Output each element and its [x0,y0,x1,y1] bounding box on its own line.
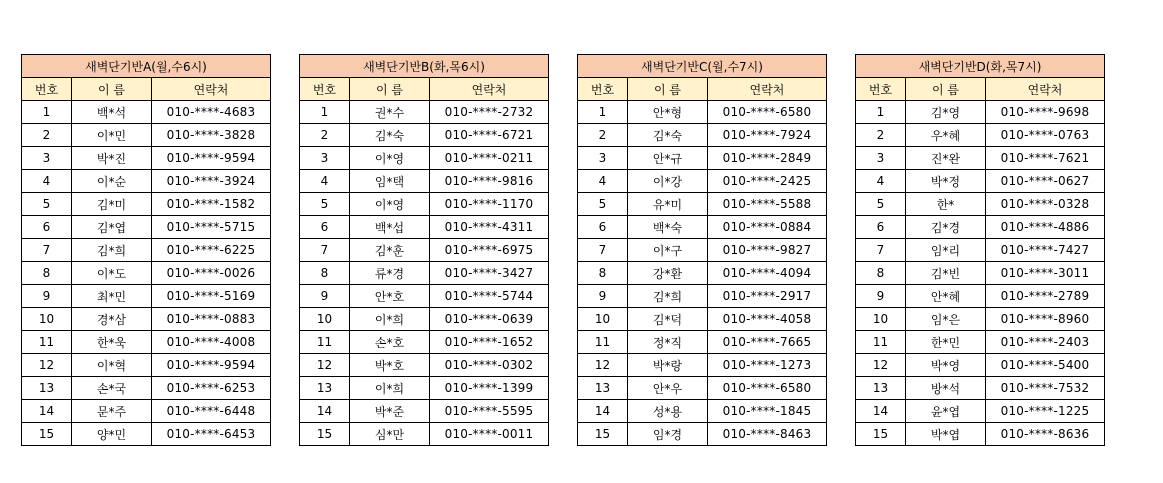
table-row [856,124,1105,147]
phone-cell[interactable]: 010-****-6448 [152,400,271,423]
table-row [22,331,271,354]
table-row [856,239,1105,262]
phone-cell[interactable]: 010-****-5715 [152,216,271,239]
table-row [856,400,1105,423]
name-cell[interactable]: 진*완 [906,147,986,170]
row-number-cell[interactable]: 5 [22,193,72,216]
table-row [856,262,1105,285]
row-number-cell[interactable]: 1 [856,101,906,124]
table-row [856,170,1105,193]
roster-table [577,54,827,446]
phone-cell[interactable]: 010-****-4058 [708,308,827,331]
row-number-cell[interactable]: 15 [856,423,906,446]
row-number-cell[interactable]: 3 [300,147,350,170]
name-cell[interactable]: 양*민 [72,423,152,446]
name-cell[interactable]: 백*섭 [350,216,430,239]
name-cell[interactable]: 정*직 [628,331,708,354]
phone-cell[interactable]: 010-****-1273 [708,354,827,377]
row-number-cell[interactable]: 5 [856,193,906,216]
phone-cell[interactable]: 010-****-2425 [708,170,827,193]
column-header-phone[interactable]: 연락처 [708,78,827,101]
table-row [22,262,271,285]
name-cell[interactable]: 김*영 [906,101,986,124]
row-number-cell[interactable]: 1 [578,101,628,124]
name-cell[interactable]: 경*삼 [72,308,152,331]
table-row [856,354,1105,377]
row-number-cell[interactable]: 12 [856,354,906,377]
phone-cell[interactable]: 010-****-5400 [986,354,1105,377]
phone-cell[interactable]: 010-****-8960 [986,308,1105,331]
phone-cell[interactable]: 010-****-0211 [430,147,549,170]
row-number-cell[interactable]: 5 [578,193,628,216]
row-number-cell[interactable]: 11 [22,331,72,354]
name-cell[interactable]: 임*리 [906,239,986,262]
table-row [578,147,827,170]
column-header-phone[interactable]: 연락처 [986,78,1105,101]
name-cell[interactable]: 한*욱 [72,331,152,354]
table-row [300,170,549,193]
phone-cell[interactable]: 010-****-2789 [986,285,1105,308]
phone-cell[interactable]: 010-****-8463 [708,423,827,446]
name-cell[interactable]: 권*수 [350,101,430,124]
name-cell[interactable]: 임*택 [350,170,430,193]
table-row [300,331,549,354]
row-number-cell[interactable]: 6 [578,216,628,239]
table-row [856,377,1105,400]
name-cell[interactable]: 박*준 [350,400,430,423]
table-row [300,147,549,170]
row-number-cell[interactable]: 3 [22,147,72,170]
phone-cell[interactable]: 010-****-1652 [430,331,549,354]
table-title[interactable]: 새벽단기반D(화,목7시) [856,55,1105,78]
column-header-number[interactable]: 번호 [22,78,72,101]
phone-cell[interactable]: 010-****-1170 [430,193,549,216]
row-number-cell[interactable]: 13 [300,377,350,400]
phone-cell[interactable]: 010-****-7665 [708,331,827,354]
name-cell[interactable]: 이*희 [350,308,430,331]
table-row [300,262,549,285]
row-number-cell[interactable]: 9 [578,285,628,308]
name-cell[interactable]: 임*경 [628,423,708,446]
table-row [22,193,271,216]
row-number-cell[interactable]: 13 [856,377,906,400]
table-row [22,400,271,423]
table-row [300,101,549,124]
table-row [578,308,827,331]
name-cell[interactable]: 김*훈 [350,239,430,262]
table-row [22,101,271,124]
table-row [578,193,827,216]
row-number-cell[interactable]: 7 [856,239,906,262]
phone-cell[interactable]: 010-****-4683 [152,101,271,124]
row-number-cell[interactable]: 2 [578,124,628,147]
row-number-cell[interactable]: 4 [856,170,906,193]
table-row [578,423,827,446]
phone-cell[interactable]: 010-****-0302 [430,354,549,377]
name-cell[interactable]: 백*숙 [628,216,708,239]
name-cell[interactable]: 박*진 [72,147,152,170]
name-cell[interactable]: 안*혜 [906,285,986,308]
table-title[interactable]: 새벽단기반C(월,수7시) [578,55,827,78]
table-row [578,170,827,193]
name-cell[interactable]: 우*혜 [906,124,986,147]
name-cell[interactable]: 김*숙 [628,124,708,147]
name-cell[interactable]: 임*은 [906,308,986,331]
column-header-name[interactable]: 이 름 [72,78,152,101]
table-title[interactable]: 새벽단기반A(월,수6시) [22,55,271,78]
name-cell[interactable]: 안*규 [628,147,708,170]
table-row [578,239,827,262]
row-number-cell[interactable]: 15 [300,423,350,446]
row-number-cell[interactable]: 5 [300,193,350,216]
name-cell[interactable]: 이*민 [72,124,152,147]
name-cell[interactable]: 박*랑 [628,354,708,377]
phone-cell[interactable]: 010-****-6225 [152,239,271,262]
phone-cell[interactable]: 010-****-1582 [152,193,271,216]
table-row [22,308,271,331]
row-number-cell[interactable]: 10 [300,308,350,331]
name-cell[interactable]: 이*혁 [72,354,152,377]
table-row [578,400,827,423]
row-number-cell[interactable]: 11 [300,331,350,354]
phone-cell[interactable]: 010-****-0763 [986,124,1105,147]
phone-cell[interactable]: 010-****-8636 [986,423,1105,446]
phone-cell[interactable]: 010-****-0639 [430,308,549,331]
column-header-phone[interactable]: 연락처 [152,78,271,101]
row-number-cell[interactable]: 10 [856,308,906,331]
row-number-cell[interactable]: 14 [578,400,628,423]
roster-table [21,54,271,446]
row-number-cell[interactable]: 2 [300,124,350,147]
name-cell[interactable]: 이*구 [628,239,708,262]
name-cell[interactable]: 심*만 [350,423,430,446]
phone-cell[interactable]: 010-****-4008 [152,331,271,354]
name-cell[interactable]: 김*빈 [906,262,986,285]
name-cell[interactable]: 이*희 [350,377,430,400]
name-cell[interactable]: 손*국 [72,377,152,400]
table-row [300,216,549,239]
table-row [22,239,271,262]
phone-cell[interactable]: 010-****-2849 [708,147,827,170]
name-cell[interactable]: 강*환 [628,262,708,285]
name-cell[interactable]: 이*순 [72,170,152,193]
phone-cell[interactable]: 010-****-4094 [708,262,827,285]
phone-cell[interactable]: 010-****-5744 [430,285,549,308]
table-row [22,377,271,400]
name-cell[interactable]: 이*강 [628,170,708,193]
name-cell[interactable]: 최*민 [72,285,152,308]
phone-cell[interactable]: 010-****-4886 [986,216,1105,239]
phone-cell[interactable]: 010-****-7621 [986,147,1105,170]
row-number-cell[interactable]: 4 [300,170,350,193]
roster-table [299,54,549,446]
table-row [578,124,827,147]
row-number-cell[interactable]: 14 [856,400,906,423]
name-cell[interactable]: 문*주 [72,400,152,423]
table-row [300,354,549,377]
phone-cell[interactable]: 010-****-7427 [986,239,1105,262]
phone-cell[interactable]: 010-****-9827 [708,239,827,262]
table-row [22,423,271,446]
table-row [300,377,549,400]
phone-cell[interactable]: 010-****-3011 [986,262,1105,285]
table-row [300,308,549,331]
phone-cell[interactable]: 010-****-0627 [986,170,1105,193]
table-row [300,239,549,262]
name-cell[interactable]: 이*영 [350,147,430,170]
table-row [22,354,271,377]
name-cell[interactable]: 류*경 [350,262,430,285]
phone-cell[interactable]: 010-****-0026 [152,262,271,285]
row-number-cell[interactable]: 15 [22,423,72,446]
row-number-cell[interactable]: 9 [22,285,72,308]
roster-table [855,54,1105,446]
name-cell[interactable]: 윤*엽 [906,400,986,423]
row-number-cell[interactable]: 8 [300,262,350,285]
column-header-number[interactable]: 번호 [856,78,906,101]
row-number-cell[interactable]: 7 [22,239,72,262]
name-cell[interactable]: 성*용 [628,400,708,423]
phone-cell[interactable]: 010-****-9594 [152,354,271,377]
name-cell[interactable]: 이*도 [72,262,152,285]
row-number-cell[interactable]: 6 [22,216,72,239]
table-row [22,170,271,193]
table-row [578,331,827,354]
name-cell[interactable]: 한* [906,193,986,216]
table-row [856,423,1105,446]
row-number-cell[interactable]: 10 [578,308,628,331]
row-number-cell[interactable]: 13 [22,377,72,400]
name-cell[interactable]: 방*석 [906,377,986,400]
row-number-cell[interactable]: 11 [856,331,906,354]
name-cell[interactable]: 안*호 [350,285,430,308]
table-row [300,124,549,147]
row-number-cell[interactable]: 7 [300,239,350,262]
row-number-cell[interactable]: 4 [22,170,72,193]
row-number-cell[interactable]: 3 [578,147,628,170]
row-number-cell[interactable]: 6 [856,216,906,239]
phone-cell[interactable]: 010-****-7532 [986,377,1105,400]
phone-cell[interactable]: 010-****-6721 [430,124,549,147]
name-cell[interactable]: 박*영 [906,354,986,377]
table-row [22,147,271,170]
name-cell[interactable]: 박*호 [350,354,430,377]
table-row [856,193,1105,216]
name-cell[interactable]: 박*정 [906,170,986,193]
phone-cell[interactable]: 010-****-3427 [430,262,549,285]
phone-cell[interactable]: 010-****-5169 [152,285,271,308]
phone-cell[interactable]: 010-****-9594 [152,147,271,170]
column-header-number[interactable]: 번호 [578,78,628,101]
table-row [578,285,827,308]
phone-cell[interactable]: 010-****-5588 [708,193,827,216]
column-header-number[interactable]: 번호 [300,78,350,101]
row-number-cell[interactable]: 8 [22,262,72,285]
row-number-cell[interactable]: 1 [300,101,350,124]
table-row [300,285,549,308]
row-number-cell[interactable]: 8 [856,262,906,285]
name-cell[interactable]: 백*석 [72,101,152,124]
phone-cell[interactable]: 010-****-6975 [430,239,549,262]
table-row [856,101,1105,124]
name-cell[interactable]: 김*희 [628,285,708,308]
table-row [22,216,271,239]
name-cell[interactable]: 박*엽 [906,423,986,446]
phone-cell[interactable]: 010-****-2917 [708,285,827,308]
phone-cell[interactable]: 010-****-0884 [708,216,827,239]
table-row [856,216,1105,239]
column-header-name[interactable]: 이 름 [350,78,430,101]
phone-cell[interactable]: 010-****-4311 [430,216,549,239]
row-number-cell[interactable]: 9 [856,285,906,308]
table-row [856,308,1105,331]
phone-cell[interactable]: 010-****-2732 [430,101,549,124]
table-row [578,354,827,377]
table-row [578,216,827,239]
table-row [300,193,549,216]
row-number-cell[interactable]: 11 [578,331,628,354]
phone-cell[interactable]: 010-****-7924 [708,124,827,147]
phone-cell[interactable]: 010-****-5595 [430,400,549,423]
phone-cell[interactable]: 010-****-6580 [708,377,827,400]
phone-cell[interactable]: 010-****-6453 [152,423,271,446]
phone-cell[interactable]: 010-****-6580 [708,101,827,124]
name-cell[interactable]: 손*호 [350,331,430,354]
name-cell[interactable]: 김*미 [72,193,152,216]
table-row [578,377,827,400]
row-number-cell[interactable]: 2 [856,124,906,147]
name-cell[interactable]: 유*미 [628,193,708,216]
phone-cell[interactable]: 010-****-0011 [430,423,549,446]
row-number-cell[interactable]: 1 [22,101,72,124]
table-row [578,262,827,285]
table-row [856,331,1105,354]
phone-cell[interactable]: 010-****-9698 [986,101,1105,124]
table-row [22,285,271,308]
row-number-cell[interactable]: 8 [578,262,628,285]
row-number-cell[interactable]: 3 [856,147,906,170]
name-cell[interactable]: 안*형 [628,101,708,124]
row-number-cell[interactable]: 6 [300,216,350,239]
phone-cell[interactable]: 010-****-9816 [430,170,549,193]
row-number-cell[interactable]: 15 [578,423,628,446]
row-number-cell[interactable]: 12 [300,354,350,377]
table-row [22,124,271,147]
phone-cell[interactable]: 010-****-0883 [152,308,271,331]
phone-cell[interactable]: 010-****-3828 [152,124,271,147]
row-number-cell[interactable]: 12 [22,354,72,377]
column-header-phone[interactable]: 연락처 [430,78,549,101]
row-number-cell[interactable]: 2 [22,124,72,147]
row-number-cell[interactable]: 12 [578,354,628,377]
phone-cell[interactable]: 010-****-0328 [986,193,1105,216]
row-number-cell[interactable]: 9 [300,285,350,308]
name-cell[interactable]: 김*경 [906,216,986,239]
column-header-name[interactable]: 이 름 [906,78,986,101]
name-cell[interactable]: 한*민 [906,331,986,354]
name-cell[interactable]: 김*엽 [72,216,152,239]
row-number-cell[interactable]: 4 [578,170,628,193]
name-cell[interactable]: 이*영 [350,193,430,216]
name-cell[interactable]: 김*희 [72,239,152,262]
name-cell[interactable]: 안*우 [628,377,708,400]
row-number-cell[interactable]: 14 [22,400,72,423]
table-row [300,400,549,423]
phone-cell[interactable]: 010-****-1845 [708,400,827,423]
phone-cell[interactable]: 010-****-3924 [152,170,271,193]
row-number-cell[interactable]: 14 [300,400,350,423]
name-cell[interactable]: 김*숙 [350,124,430,147]
phone-cell[interactable]: 010-****-1399 [430,377,549,400]
phone-cell[interactable]: 010-****-2403 [986,331,1105,354]
table-row [578,101,827,124]
table-row [856,285,1105,308]
table-row [300,423,549,446]
row-number-cell[interactable]: 13 [578,377,628,400]
column-header-name[interactable]: 이 름 [628,78,708,101]
row-number-cell[interactable]: 10 [22,308,72,331]
row-number-cell[interactable]: 7 [578,239,628,262]
name-cell[interactable]: 김*덕 [628,308,708,331]
table-row [856,147,1105,170]
phone-cell[interactable]: 010-****-6253 [152,377,271,400]
phone-cell[interactable]: 010-****-1225 [986,400,1105,423]
table-title[interactable]: 새벽단기반B(화,목6시) [300,55,549,78]
